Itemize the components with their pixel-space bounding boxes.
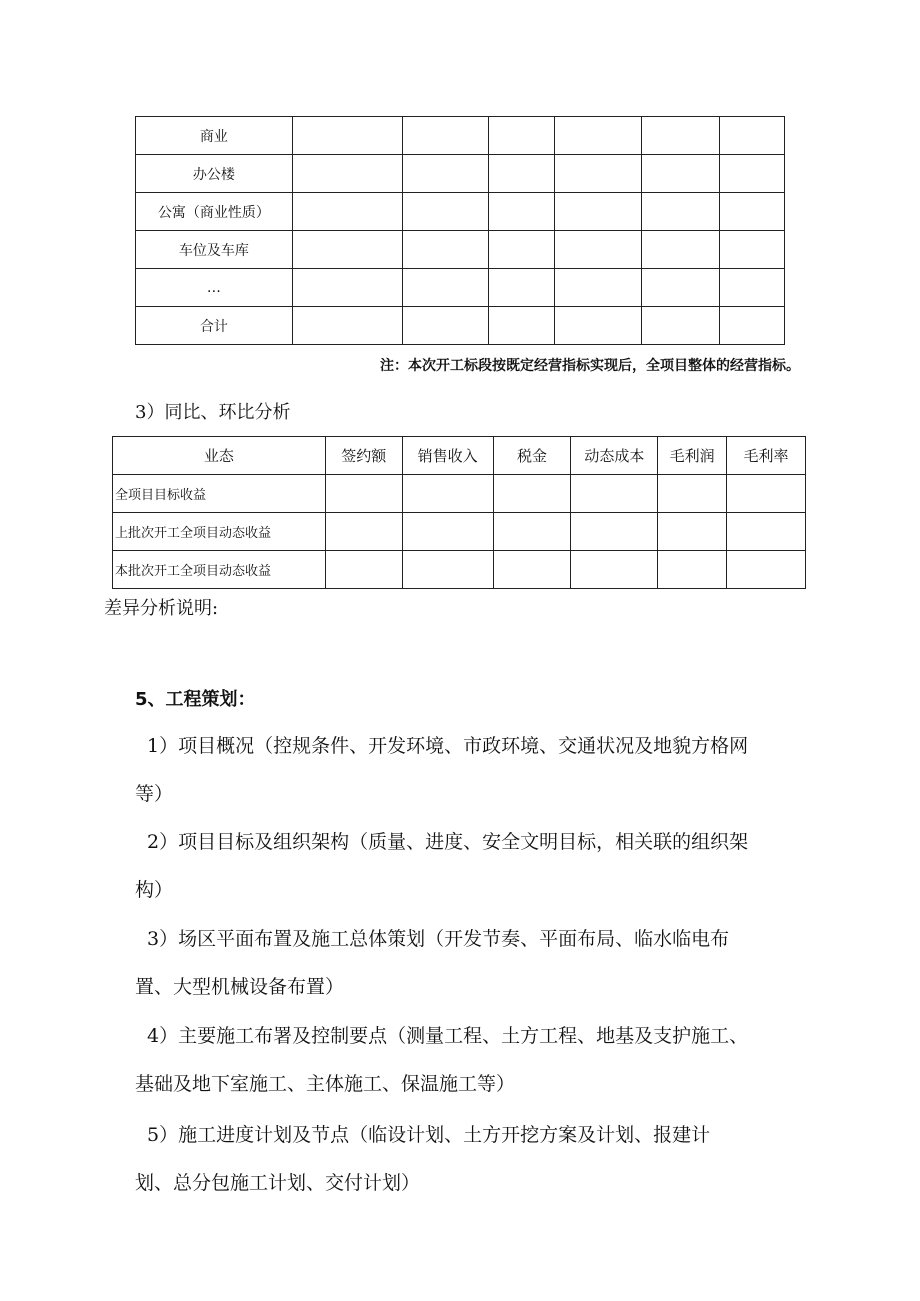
table-cell bbox=[727, 551, 806, 589]
table-cell bbox=[571, 475, 658, 513]
indicator-table-body bbox=[136, 117, 785, 345]
table-cell bbox=[642, 155, 720, 193]
table-cell bbox=[720, 269, 785, 307]
section-yoy-title: 3）同比、环比分析 bbox=[135, 402, 291, 423]
table-cell bbox=[555, 231, 642, 269]
table-cell bbox=[402, 513, 493, 551]
table-cell bbox=[658, 551, 727, 589]
row-label-parking: 车位及车库 bbox=[136, 231, 293, 269]
table-cell bbox=[402, 307, 489, 345]
table-row bbox=[136, 117, 785, 155]
comparison-table-body bbox=[113, 437, 806, 589]
paragraph-line: 划、总分包施工计划、交付计划） bbox=[135, 1172, 421, 1194]
table-note: 注：本次开工标段按既定经营指标实现后，全项目整体的经营指标。 bbox=[380, 358, 800, 374]
row-label-commercial: 商业 bbox=[136, 117, 293, 155]
table-row bbox=[113, 551, 806, 589]
header-gross-margin: 毛利率 bbox=[727, 437, 806, 475]
paragraph-project-goals bbox=[135, 818, 835, 914]
table-cell bbox=[489, 193, 555, 231]
table-cell bbox=[402, 269, 489, 307]
header-gross-profit: 毛利润 bbox=[658, 437, 727, 475]
table-cell bbox=[402, 551, 493, 589]
table-cell bbox=[292, 269, 402, 307]
table-cell bbox=[292, 307, 402, 345]
table-cell bbox=[720, 231, 785, 269]
row-label-current-batch: 本批次开工全项目动态收益 bbox=[113, 551, 326, 589]
paragraph-line: 3）场区平面布置及施工总体策划（开发节奏、平面布局、临水临电布 bbox=[147, 928, 730, 950]
table-cell bbox=[489, 307, 555, 345]
row-label-ellipsis: … bbox=[136, 269, 293, 307]
table-row bbox=[136, 307, 785, 345]
row-label-apartment: 公寓（商业性质） bbox=[136, 193, 293, 231]
table-cell bbox=[720, 117, 785, 155]
section-engineering-title: 5、工程策划： bbox=[135, 689, 256, 710]
table-row bbox=[136, 269, 785, 307]
header-sales-revenue: 销售收入 bbox=[402, 437, 493, 475]
row-label-office: 办公楼 bbox=[136, 155, 293, 193]
table-header-row bbox=[113, 437, 806, 475]
table-cell bbox=[402, 155, 489, 193]
table-cell bbox=[493, 513, 571, 551]
table-cell bbox=[727, 475, 806, 513]
difference-analysis-label: 差异分析说明: bbox=[104, 598, 219, 619]
paragraph-line: 4）主要施工布署及控制要点（测量工程、土方工程、地基及支护施工、 bbox=[147, 1025, 749, 1047]
table-row bbox=[113, 513, 806, 551]
table-cell bbox=[402, 117, 489, 155]
paragraph-schedule bbox=[135, 1111, 835, 1207]
table-cell bbox=[402, 475, 493, 513]
header-tax: 税金 bbox=[493, 437, 571, 475]
paragraph-project-overview bbox=[135, 722, 835, 818]
table-cell bbox=[325, 475, 402, 513]
table-row bbox=[113, 475, 806, 513]
table-cell bbox=[292, 155, 402, 193]
row-label-total: 合计 bbox=[136, 307, 293, 345]
table-cell bbox=[493, 551, 571, 589]
row-label-target: 全项目目标收益 bbox=[113, 475, 326, 513]
table-cell bbox=[658, 513, 727, 551]
table-cell bbox=[642, 193, 720, 231]
table-cell bbox=[720, 155, 785, 193]
table-cell bbox=[555, 307, 642, 345]
table-cell bbox=[642, 269, 720, 307]
paragraph-line: 基础及地下室施工、主体施工、保温施工等） bbox=[135, 1073, 516, 1095]
paragraph-line: 等） bbox=[135, 783, 174, 805]
table-cell bbox=[555, 193, 642, 231]
paragraph-line: 5）施工进度计划及节点（临设计划、土方开挖方案及计划、报建计 bbox=[147, 1124, 711, 1146]
table-cell bbox=[402, 193, 489, 231]
table-cell bbox=[658, 475, 727, 513]
table-cell bbox=[727, 513, 806, 551]
table-cell bbox=[292, 193, 402, 231]
table-cell bbox=[325, 513, 402, 551]
table-cell bbox=[489, 155, 555, 193]
table-cell bbox=[493, 475, 571, 513]
indicator-table bbox=[135, 116, 785, 345]
table-row bbox=[136, 155, 785, 193]
row-label-previous-batch: 上批次开工全项目动态收益 bbox=[113, 513, 326, 551]
header-contract-amount: 签约额 bbox=[325, 437, 402, 475]
table-cell bbox=[555, 117, 642, 155]
table-cell bbox=[489, 231, 555, 269]
table-cell bbox=[720, 193, 785, 231]
table-row bbox=[136, 193, 785, 231]
table-cell bbox=[325, 551, 402, 589]
table-cell bbox=[642, 231, 720, 269]
comparison-table bbox=[112, 436, 806, 589]
table-row bbox=[136, 231, 785, 269]
header-format: 业态 bbox=[113, 437, 326, 475]
table-cell bbox=[571, 551, 658, 589]
header-dynamic-cost: 动态成本 bbox=[571, 437, 658, 475]
table-cell bbox=[571, 513, 658, 551]
paragraph-line: 构） bbox=[135, 879, 174, 901]
table-cell bbox=[292, 117, 402, 155]
paragraph-construction-deployment bbox=[135, 1012, 835, 1108]
table-cell bbox=[555, 269, 642, 307]
table-cell bbox=[555, 155, 642, 193]
paragraph-line: 1）项目概况（控规条件、开发环境、市政环境、交通状况及地貌方格网 bbox=[147, 735, 749, 757]
table-cell bbox=[292, 231, 402, 269]
paragraph-site-layout bbox=[135, 915, 835, 1011]
table-cell bbox=[489, 117, 555, 155]
paragraph-line: 置、大型机械设备布置） bbox=[135, 976, 345, 998]
table-cell bbox=[489, 269, 555, 307]
table-cell bbox=[402, 231, 489, 269]
table-cell bbox=[642, 307, 720, 345]
table-cell bbox=[642, 117, 720, 155]
table-cell bbox=[720, 307, 785, 345]
paragraph-line: 2）项目目标及组织架构（质量、进度、安全文明目标，相关联的组织架 bbox=[147, 831, 749, 853]
